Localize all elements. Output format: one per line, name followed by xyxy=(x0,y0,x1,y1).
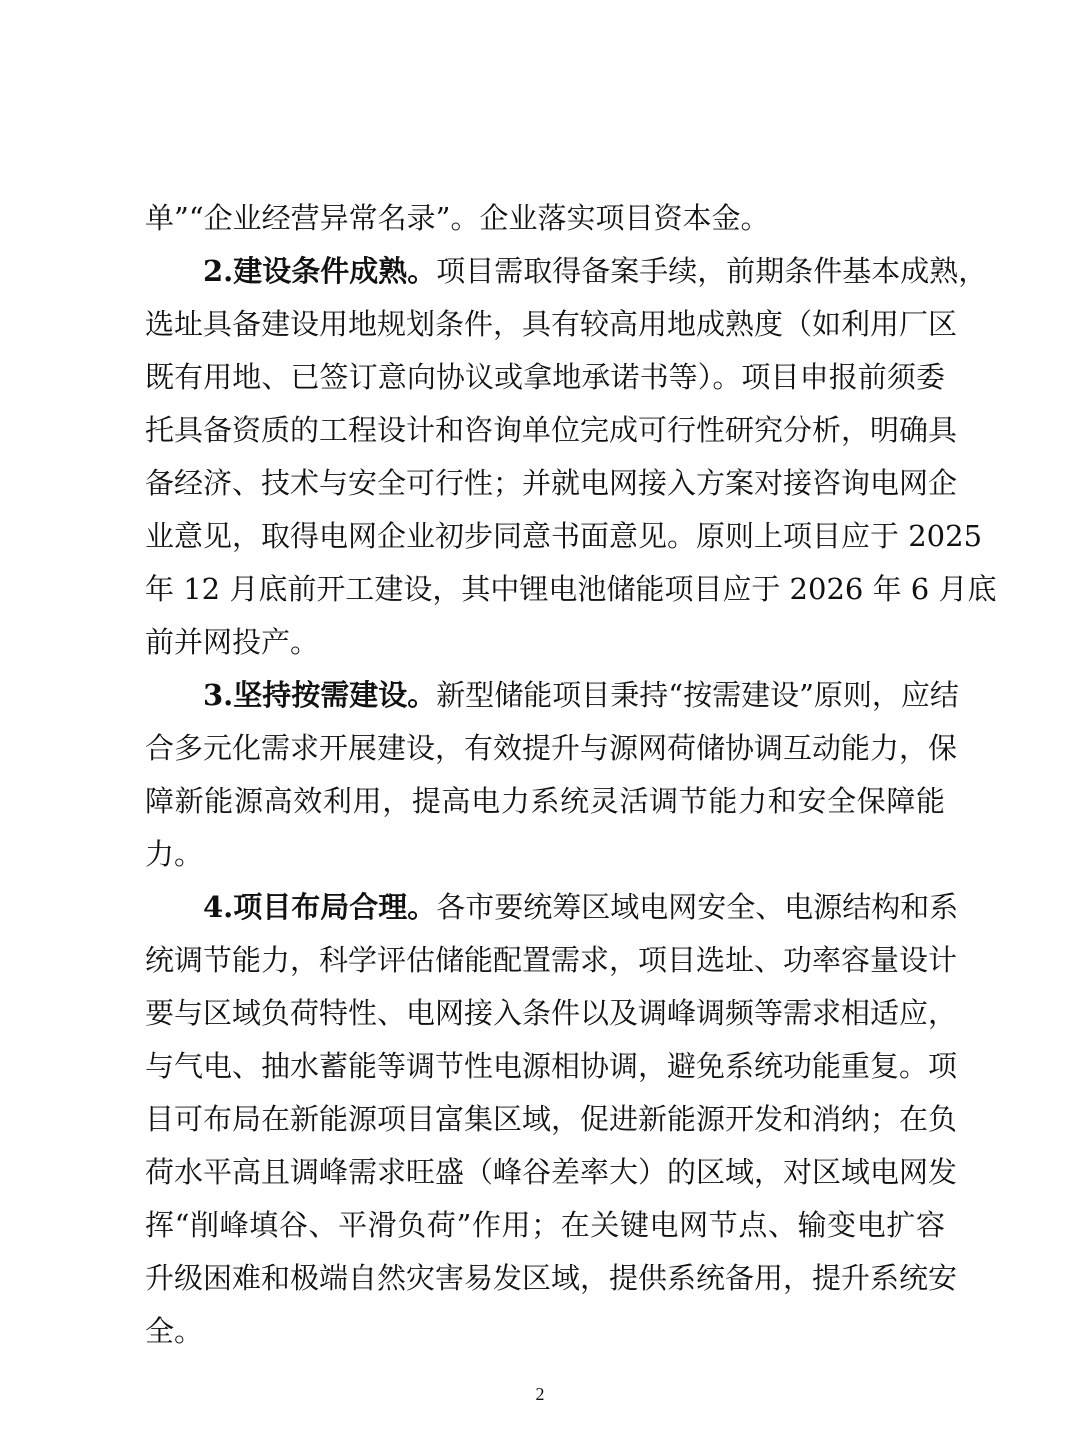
paragraph-first-line xyxy=(145,245,988,298)
paragraph-line: 前并网投产。 xyxy=(145,625,320,659)
paragraph-line: 单”“企业经营异常名录”。企业落实项目资本金。 xyxy=(145,201,770,235)
paragraph-line: 荷水平高且调峰需求旺盛（峰谷差率大）的区域，对区域电网发 xyxy=(145,1155,958,1189)
document-body xyxy=(145,192,997,1358)
paragraph-line: 备经济、技术与安全可行性；并就电网接入方案对接咨询电网企 xyxy=(145,466,958,500)
paragraph-line: 年 12 月底前开工建设，其中锂电池储能项目应于 2026 年 6 月底 xyxy=(145,572,997,606)
paragraph-line: 各市要统筹区域电网安全、电源结构和系 xyxy=(436,890,959,924)
section-heading: 4.项目布局合理。 xyxy=(203,890,437,924)
paragraph-line: 目可布局在新能源项目富集区域，促进新能源开发和消纳；在负 xyxy=(145,1102,958,1136)
paragraph-line: 力。 xyxy=(145,837,204,871)
paragraph-line: 项目需取得备案手续，前期条件基本成熟， xyxy=(436,254,988,288)
paragraph-line: 业意见，取得电网企业初步同意书面意见。原则上项目应于 2025 xyxy=(145,519,983,553)
paragraph-2 xyxy=(145,245,997,669)
paragraph-1 xyxy=(145,192,945,245)
paragraph-line: 合多元化需求开展建设，有效提升与源网荷储协调互动能力，保 xyxy=(145,731,958,765)
paragraph-4 xyxy=(145,881,959,1358)
paragraph-line: 升级困难和极端自然灾害易发区域，提供系统备用，提升系统安 xyxy=(145,1261,958,1295)
section-heading: 3.坚持按需建设。 xyxy=(203,678,437,712)
paragraph-line: 选址具备建设用地规划条件，具有较高用地成熟度（如利用厂区 xyxy=(145,307,958,341)
paragraph-3 xyxy=(145,669,959,881)
paragraph-line: 统调节能力，科学评估储能配置需求，项目选址、功率容量设计 xyxy=(145,943,958,977)
paragraph-first-line xyxy=(145,669,959,722)
paragraph-line: 与气电、抽水蓄能等调节性电源相协调，避免系统功能重复。项 xyxy=(145,1049,958,1083)
paragraph-line: 挥“削峰填谷、平滑负荷”作用；在关键电网节点、输变电扩容 xyxy=(145,1208,945,1242)
paragraph-line: 托具备资质的工程设计和咨询单位完成可行性研究分析，明确具 xyxy=(145,413,958,447)
paragraph-line: 新型储能项目秉持“按需建设”原则，应结 xyxy=(436,678,959,712)
paragraph-line: 全。 xyxy=(145,1314,204,1348)
section-heading: 2.建设条件成熟。 xyxy=(203,254,437,288)
page-number: 2 xyxy=(535,1384,545,1404)
paragraph-line: 既有用地、已签订意向协议或拿地承诺书等）。项目申报前须委 xyxy=(145,360,945,394)
paragraph-line: 要与区域负荷特性、电网接入条件以及调峰调频等需求相适应， xyxy=(145,996,958,1030)
paragraph-line: 障新能源高效利用，提高电力系统灵活调节能力和安全保障能 xyxy=(145,784,945,818)
paragraph-first-line xyxy=(145,881,959,934)
